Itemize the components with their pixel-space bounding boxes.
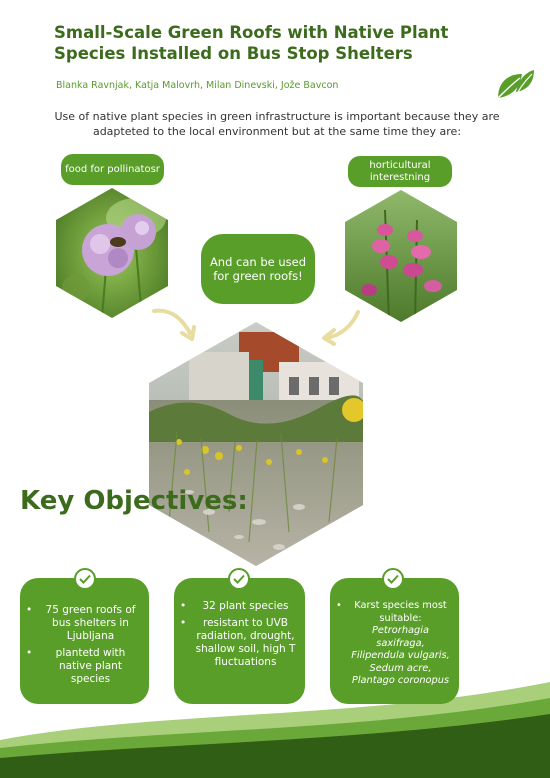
intro-text: Use of native plant species in green infrastructure is important because they are adapteted to the local environment but at the same time they are:: [54, 110, 500, 138]
check-icon: [74, 568, 96, 590]
objective-card-2: [174, 578, 305, 704]
species-name: Plantago coronopus: [351, 675, 450, 686]
bubble-green-roofs: And can be used for green roofs!: [201, 234, 315, 304]
poster-title: Small-Scale Green Roofs with Native Plant Species Installed on Bus Stop Shelters: [54, 23, 449, 63]
check-icon: [382, 568, 404, 590]
objective-card-1: [20, 578, 149, 704]
objective-card-3: [330, 578, 459, 704]
bubble-food: food for pollinatosr: [61, 154, 164, 185]
species-name: Sedum acre,: [369, 662, 432, 674]
allium-photo: [56, 188, 168, 318]
check-icon: [228, 568, 250, 590]
objective-item: • resistant to UVB radiation, drought, shallow soil, high T fluctuations: [192, 617, 299, 669]
species-name: Filipendula vulgaris,: [351, 650, 450, 661]
leaf-icon: [494, 66, 536, 102]
objective-item: • 75 green roofs of bus shelters in Ljubljana: [38, 604, 143, 643]
objective-item: • plantetd with native plant species: [38, 647, 143, 686]
key-objectives-heading-text: Key Objectives:: [20, 486, 248, 516]
key-objectives-heading: [20, 484, 248, 518]
species-name: Petrorhagia saxifraga,: [372, 625, 429, 649]
bubble-horticultural: horticultural interestning: [348, 156, 452, 187]
objective-item: • 32 plant species: [192, 600, 299, 613]
karst-lead: Karst species most suitable:: [354, 600, 447, 624]
green-roof-photo: [149, 322, 363, 566]
gladiolus-photo: [345, 190, 457, 322]
objective-item: [348, 600, 453, 688]
authors: Blanka Ravnjak, Katja Malovrh, Milan Dinevski, Jože Bavcon: [56, 80, 339, 91]
